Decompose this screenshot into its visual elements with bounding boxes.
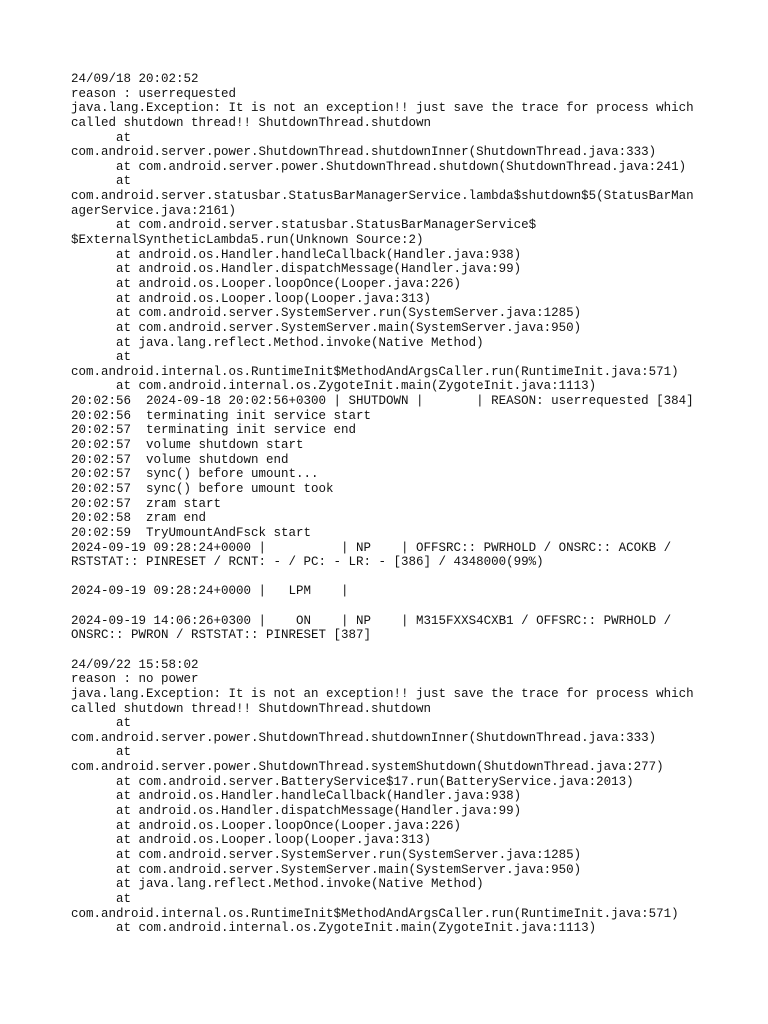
log-line: at com.android.internal.os.ZygoteInit.main(ZygoteInit.java:1113)	[71, 921, 597, 936]
log-line: 20:02:57 terminating init service end	[71, 423, 357, 438]
log-line: 24/09/22 15:58:02	[71, 657, 199, 672]
log-line: agerService.java:2161)	[71, 203, 237, 218]
log-line: at	[71, 174, 132, 189]
log-line: 2024-09-19 09:28:24+0000 | | NP | OFFSRC:: PWRHOLD / ONSRC:: ACOKB /	[71, 540, 672, 555]
log-line: reason : userrequested	[71, 86, 237, 101]
log-line: at android.os.Handler.dispatchMessage(Handler.java:99)	[71, 804, 522, 819]
log-line: 20:02:56 2024-09-18 20:02:56+0300 | SHUTDOWN | | REASON: userrequested [384]	[71, 394, 694, 409]
log-line: at com.android.server.SystemServer.run(SystemServer.java:1285)	[71, 847, 582, 862]
log-line: at com.android.server.BatteryService$17.run(BatteryService.java:2013)	[71, 774, 634, 789]
log-line: at com.android.internal.os.ZygoteInit.main(ZygoteInit.java:1113)	[71, 379, 597, 394]
log-line: 20:02:56 terminating init service start	[71, 408, 372, 423]
log-document	[71, 72, 711, 936]
log-line: java.lang.Exception: It is not an exception!! just save the trace for process which	[71, 686, 694, 701]
log-line: at com.android.server.statusbar.StatusBarManagerService$	[71, 218, 537, 233]
log-line: com.android.server.power.ShutdownThread.shutdownInner(ShutdownThread.java:333)	[71, 730, 657, 745]
log-line: 20:02:59 TryUmountAndFsck start	[71, 525, 312, 540]
log-line: reason : no power	[71, 672, 199, 687]
log-line: at android.os.Looper.loopOnce(Looper.java:226)	[71, 818, 462, 833]
log-line: com.android.server.statusbar.StatusBarManagerService.lambda$shutdown$5(StatusBarMan	[71, 189, 694, 204]
log-line: 20:02:57 sync() before umount took	[71, 481, 334, 496]
log-line: at android.os.Handler.handleCallback(Handler.java:938)	[71, 247, 522, 262]
log-line	[71, 599, 711, 614]
log-line: at	[71, 130, 132, 145]
log-line: at android.os.Handler.handleCallback(Handler.java:938)	[71, 789, 522, 804]
log-line: at android.os.Looper.loop(Looper.java:313)	[71, 291, 432, 306]
log-line: 2024-09-19 09:28:24+0000 | LPM |	[71, 584, 349, 599]
log-line: at android.os.Looper.loop(Looper.java:313)	[71, 833, 432, 848]
log-line: 20:02:57 sync() before umount...	[71, 467, 319, 482]
log-line: at com.android.server.power.ShutdownThread.shutdown(ShutdownThread.java:241)	[71, 159, 687, 174]
log-line: ONSRC:: PWRON / RSTSTAT:: PINRESET [387]	[71, 628, 372, 643]
log-line: at java.lang.reflect.Method.invoke(Native Method)	[71, 877, 484, 892]
log-line: com.android.server.power.ShutdownThread.systemShutdown(ShutdownThread.java:277)	[71, 760, 664, 775]
log-line: at android.os.Looper.loopOnce(Looper.java:226)	[71, 276, 462, 291]
log-line: at java.lang.reflect.Method.invoke(Native Method)	[71, 335, 484, 350]
log-line: java.lang.Exception: It is not an exception!! just save the trace for process which	[71, 101, 694, 116]
log-line: $ExternalSyntheticLambda5.run(Unknown Source:2)	[71, 233, 424, 248]
log-line: com.android.internal.os.RuntimeInit$MethodAndArgsCaller.run(RuntimeInit.java:571)	[71, 906, 679, 921]
log-line: at	[71, 745, 132, 760]
log-line: at com.android.server.SystemServer.main(SystemServer.java:950)	[71, 320, 582, 335]
log-line	[71, 570, 711, 585]
log-line: at com.android.server.SystemServer.main(SystemServer.java:950)	[71, 862, 582, 877]
log-line: com.android.server.power.ShutdownThread.shutdownInner(ShutdownThread.java:333)	[71, 145, 657, 160]
log-line: 2024-09-19 14:06:26+0300 | ON | NP | M315FXXS4CXB1 / OFFSRC:: PWRHOLD /	[71, 613, 672, 628]
log-line: at	[71, 716, 132, 731]
log-line: at	[71, 350, 132, 365]
log-line: called shutdown thread!! ShutdownThread.shutdown	[71, 701, 432, 716]
log-line: 20:02:57 volume shutdown start	[71, 438, 304, 453]
log-line	[71, 643, 711, 658]
log-line: at android.os.Handler.dispatchMessage(Handler.java:99)	[71, 262, 522, 277]
log-line: 24/09/18 20:02:52	[71, 72, 199, 86]
log-line: 20:02:58 zram end	[71, 511, 207, 526]
log-line: at com.android.server.SystemServer.run(SystemServer.java:1285)	[71, 306, 582, 321]
log-line: 20:02:57 zram start	[71, 496, 222, 511]
log-line: RSTSTAT:: PINRESET / RCNT: - / PC: - LR: - [386] / 4348000(99%)	[71, 555, 544, 570]
log-line: 20:02:57 volume shutdown end	[71, 452, 289, 467]
log-line: com.android.internal.os.RuntimeInit$MethodAndArgsCaller.run(RuntimeInit.java:571)	[71, 364, 679, 379]
log-line: at	[71, 891, 132, 906]
log-line: called shutdown thread!! ShutdownThread.shutdown	[71, 115, 432, 130]
